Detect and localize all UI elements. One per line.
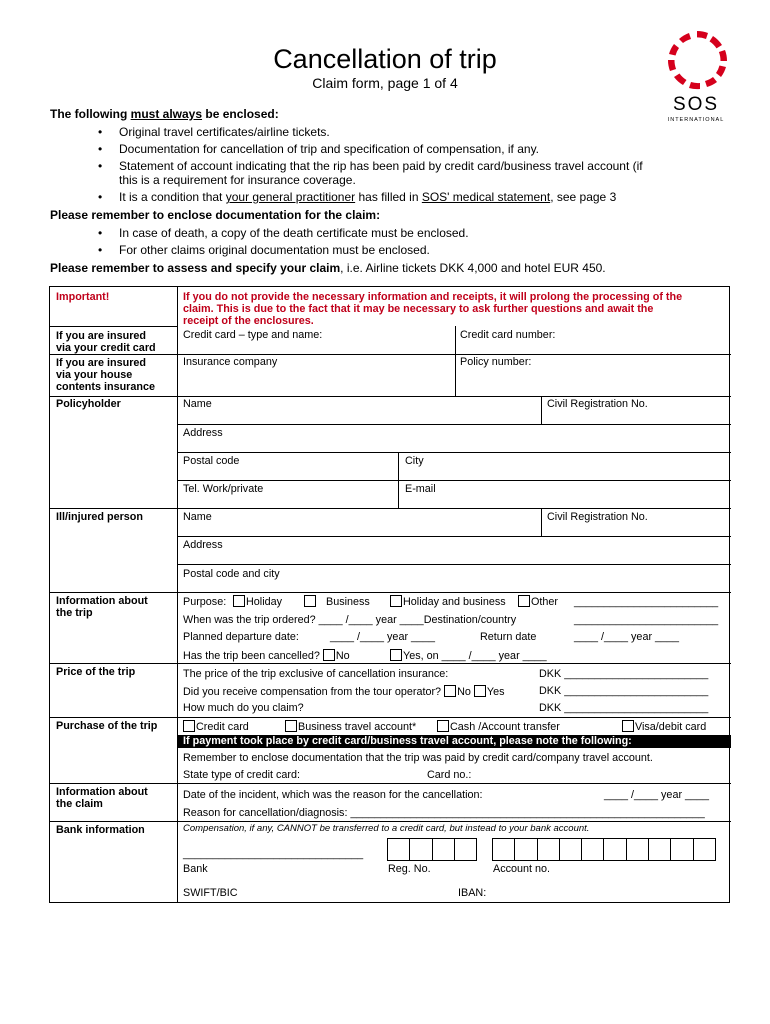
row-line xyxy=(50,592,731,593)
cc-number-field[interactable]: Credit card number: xyxy=(460,329,556,341)
row-line xyxy=(50,717,731,718)
list-item: • Statement of account indicating that the rip has been paid by credit card/business travel account (if xyxy=(98,159,643,173)
remember-line: Remember to enclose documentation that the trip was paid by credit card/company travel account. xyxy=(183,752,653,764)
list-item-text: Original travel certificates/airline tickets. xyxy=(119,125,330,139)
dkk-field-3[interactable]: DKK ________________________ xyxy=(539,702,709,714)
claim-amount-label: How much do you claim? xyxy=(183,702,304,714)
dkk-field-2[interactable]: DKK ________________________ xyxy=(539,685,709,697)
purpose-label: Purpose: xyxy=(183,596,227,608)
tel-field[interactable]: Tel. Work/private xyxy=(183,483,264,495)
label-bank: Bank information xyxy=(56,824,145,836)
incident-date-field[interactable]: ____ /____ year ____ xyxy=(604,789,710,801)
label-claim-1: Information about xyxy=(56,786,148,798)
label-credit-card-1: If you are insured xyxy=(56,330,146,342)
label-purchase: Purchase of the trip xyxy=(56,720,158,732)
holiday-business-label: Holiday and business xyxy=(403,596,506,608)
business-account-label: Business travel account* xyxy=(298,721,417,733)
reason-field[interactable]: Reason for cancellation/diagnosis: ___________________________________________________________ xyxy=(183,807,705,819)
row-line xyxy=(50,508,731,509)
yes-on-option[interactable] xyxy=(390,649,547,662)
row-line xyxy=(50,663,731,664)
compensation-line xyxy=(183,685,505,698)
list-item: • Original travel certificates/airline tickets. xyxy=(98,125,330,139)
visa-option[interactable] xyxy=(622,720,706,733)
b4-d: SOS' medical statement xyxy=(421,190,551,204)
address-field[interactable]: Address xyxy=(183,427,223,439)
payment-note-band: If payment took place by credit card/business travel account, please note the following: xyxy=(178,735,731,748)
card-no-field[interactable]: Card no.: xyxy=(427,769,472,781)
label-house-3: contents insurance xyxy=(56,381,155,393)
checkbox[interactable] xyxy=(304,595,316,607)
cc-type-field[interactable]: Credit card – type and name: xyxy=(183,329,323,341)
email-field[interactable]: E-mail xyxy=(405,483,436,495)
holiday-business-option[interactable] xyxy=(390,595,506,608)
card-type-field[interactable]: State type of credit card: xyxy=(183,769,301,781)
departure-date[interactable]: ____ /____ year ____ xyxy=(330,631,436,643)
account-no-boxes[interactable] xyxy=(493,838,716,861)
list-item-text: Statement of account indicating that the rip has been paid by credit card/business travel account (if xyxy=(119,159,643,173)
b4-a: It is a condition that xyxy=(119,190,226,204)
checkbox[interactable] xyxy=(323,649,335,661)
label-trip-2: the trip xyxy=(56,607,93,619)
row-line xyxy=(50,326,178,327)
swift-field[interactable]: SWIFT/BIC xyxy=(183,887,238,899)
column-divider xyxy=(177,287,178,902)
ill-address-field[interactable]: Address xyxy=(183,539,223,551)
bank-name-line[interactable]: ______________________________ xyxy=(183,848,364,860)
other-label: Other xyxy=(531,596,559,608)
compensation-text: Did you receive compensation from the tour operator? xyxy=(183,686,442,698)
field-line xyxy=(178,536,731,537)
return-date[interactable]: ____ /____ year ____ xyxy=(574,631,680,643)
field-line xyxy=(178,564,731,565)
business-account-option[interactable] xyxy=(285,720,416,733)
departure-label: Planned departure date: xyxy=(183,631,299,643)
list-item: • Documentation for cancellation of trip and specification of compensation, if any. xyxy=(98,142,540,156)
checkbox[interactable] xyxy=(622,720,634,732)
important-text-1: If you do not provide the necessary information and receipts, it will prolong the processing of the xyxy=(183,291,683,303)
insurance-company-field[interactable]: Insurance company xyxy=(183,356,278,368)
page-title: Cancellation of trip xyxy=(273,44,497,74)
field-line xyxy=(178,424,731,425)
checkbox[interactable] xyxy=(390,595,402,607)
yes-label: Yes xyxy=(486,686,505,698)
destination-line[interactable]: ________________________ xyxy=(574,614,719,626)
return-label: Return date xyxy=(480,631,537,643)
list-item-text: In case of death, a copy of the death certificate must be enclosed. xyxy=(119,226,469,240)
important-label: Important! xyxy=(56,291,110,303)
iban-field[interactable]: IBAN: xyxy=(458,887,487,899)
checkbox[interactable] xyxy=(390,649,402,661)
reg-no-label: Reg. No. xyxy=(388,863,431,875)
label-price: Price of the trip xyxy=(56,666,136,678)
price-line-1: The price of the trip exclusive of cancellation insurance: xyxy=(183,668,449,680)
list-item: • For other claims original documentation must be enclosed. xyxy=(98,243,430,257)
list-item-text: Documentation for cancellation of trip and specification of compensation, if any. xyxy=(119,142,540,156)
checkbox[interactable] xyxy=(285,720,297,732)
row-line xyxy=(50,783,731,784)
business-option[interactable] xyxy=(304,595,370,608)
checkbox[interactable] xyxy=(233,595,245,607)
field-line xyxy=(178,480,731,481)
logo-text: SOS xyxy=(672,94,720,115)
checkbox[interactable] xyxy=(474,685,486,697)
row-line xyxy=(50,396,731,397)
account-no-label: Account no. xyxy=(493,863,551,875)
reg-no-boxes[interactable] xyxy=(388,838,477,861)
b4-b: your general practitioner xyxy=(225,190,356,204)
no-label: No xyxy=(457,686,471,698)
logo-subtext: INTERNATIONAL xyxy=(667,117,725,123)
field-divider xyxy=(455,326,456,396)
b4-e: , see page 3 xyxy=(550,190,617,204)
postal-code-field[interactable]: Postal code xyxy=(183,455,240,467)
ordered-line[interactable]: When was the trip ordered? ____ /____ year ____Destination/country xyxy=(183,614,517,626)
list-item-continuation: this is a requirement for insurance coverage. xyxy=(119,173,356,187)
ill-civil-reg-field[interactable]: Civil Registration No. xyxy=(547,511,648,523)
checkbox[interactable] xyxy=(183,720,195,732)
other-option[interactable] xyxy=(518,595,558,608)
ill-name-field[interactable]: Name xyxy=(183,511,212,523)
list-item: • In case of death, a copy of the death certificate must be enclosed. xyxy=(98,226,469,240)
page-subtitle: Claim form, page 1 of 4 xyxy=(312,75,458,91)
bank-label: Bank xyxy=(183,863,208,875)
business-label: Business xyxy=(326,596,370,608)
row-line xyxy=(50,821,731,822)
label-trip-1: Information about xyxy=(56,595,148,607)
label-credit-card-2: via your credit card xyxy=(56,342,156,354)
cancelled-label xyxy=(183,649,350,662)
important-text-3: receipt of the enclosures. xyxy=(183,315,314,327)
dkk-field-1[interactable]: DKK ________________________ xyxy=(539,668,709,680)
list-item-text: For other claims original documentation must be enclosed. xyxy=(119,243,430,257)
bank-note: Compensation, if any, CANNOT be transferred to a credit card, but instead to your bank account. xyxy=(183,823,590,834)
credit-label: Credit card xyxy=(196,721,249,733)
field-divider xyxy=(541,396,542,424)
cash-label: Cash /Account transfer xyxy=(450,721,560,733)
enclose-heading xyxy=(50,107,279,121)
assess-b: , i.e. Airline tickets DKK 4,000 and hotel EUR 450. xyxy=(340,261,606,275)
assess-a: Please remember to assess and specify your claim xyxy=(50,261,341,275)
holiday-label: Holiday xyxy=(246,596,283,608)
holiday-option[interactable] xyxy=(233,595,282,608)
field-line xyxy=(178,452,731,453)
label-house-1: If you are insured xyxy=(56,357,146,369)
claim-form xyxy=(49,286,730,903)
enclose-heading-c: be enclosed: xyxy=(202,107,279,121)
policy-number-field[interactable]: Policy number: xyxy=(460,356,532,368)
label-ill-person: Ill/injured person xyxy=(56,511,143,523)
label-policyholder: Policyholder xyxy=(56,398,121,410)
cash-option[interactable] xyxy=(437,720,560,733)
important-text-2: claim. This is due to the fact that it may be necessary to ask further questions and await the xyxy=(183,303,654,315)
enclose-heading-b: must always xyxy=(130,107,203,121)
credit-card-option[interactable] xyxy=(183,720,249,733)
ill-postal-field[interactable]: Postal code and city xyxy=(183,568,280,580)
b4-c: has filled in xyxy=(355,190,422,204)
no-label: No xyxy=(335,650,350,662)
civil-reg-field[interactable]: Civil Registration No. xyxy=(547,398,648,410)
list-item: • It is a condition that your general practitioner has filled in SOS' medical statement, see page 3 xyxy=(98,190,617,204)
name-field[interactable]: Name xyxy=(183,398,212,410)
visa-label: Visa/debit card xyxy=(635,721,707,733)
field-divider xyxy=(398,452,399,508)
label-claim-2: the claim xyxy=(56,798,103,810)
city-field[interactable]: City xyxy=(405,455,424,467)
yes-on-label: Yes, on ____ /____ year ____ xyxy=(403,650,547,662)
assess-line xyxy=(50,261,606,275)
cancelled-text: Has the trip been cancelled? xyxy=(183,650,320,662)
checkbox[interactable] xyxy=(518,595,530,607)
enclose-heading-a: The following xyxy=(50,107,131,121)
label-house-2: via your house xyxy=(56,369,133,381)
remember-heading: Please remember to enclose documentation for the claim: xyxy=(50,208,381,222)
other-line[interactable]: ________________________ xyxy=(574,596,719,608)
incident-date-label: Date of the incident, which was the reason for the cancellation: xyxy=(183,789,483,801)
checkbox[interactable] xyxy=(444,685,456,697)
field-divider xyxy=(541,508,542,536)
checkbox[interactable] xyxy=(437,720,449,732)
